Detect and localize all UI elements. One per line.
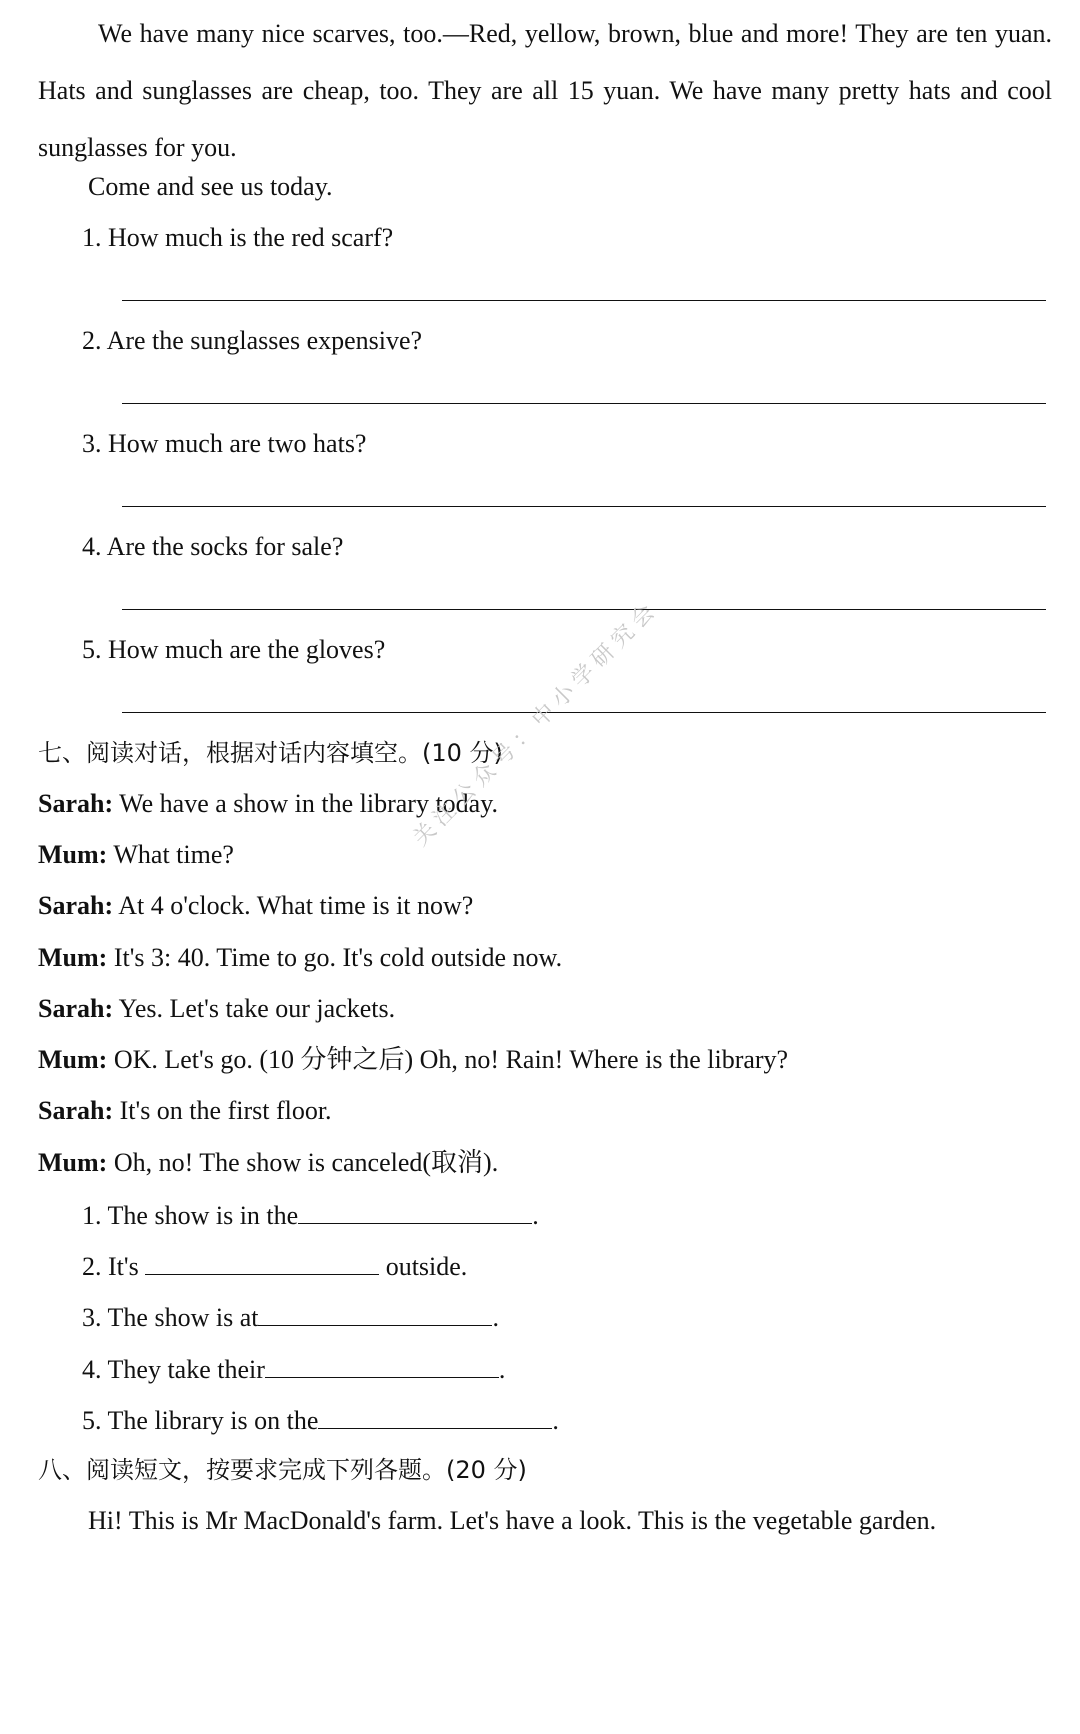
fill-blank-4[interactable] bbox=[265, 1353, 499, 1378]
utterance: OK. Let's go. (10 分钟之后) Oh, no! Rain! Where is the library? bbox=[107, 1045, 789, 1074]
dialogue-line bbox=[38, 1045, 788, 1075]
section-8-heading: 八、阅读短文，按要求完成下列各题。(20 分) bbox=[38, 1456, 527, 1484]
utterance: At 4 o'clock. What time is it now? bbox=[113, 891, 474, 920]
utterance: Oh, no! The show is canceled(取消). bbox=[107, 1148, 499, 1177]
speaker: Sarah: bbox=[38, 994, 114, 1023]
fill-item-3 bbox=[82, 1301, 499, 1333]
utterance: It's 3: 40. Time to go. It's cold outside now. bbox=[107, 943, 563, 972]
fill-item-5 bbox=[82, 1404, 559, 1436]
fill-suffix: . bbox=[492, 1303, 499, 1332]
fill-suffix: . bbox=[498, 1355, 506, 1384]
speaker: Mum: bbox=[38, 1148, 108, 1177]
dialogue-line bbox=[38, 891, 473, 921]
fill-item-4 bbox=[82, 1353, 505, 1385]
utterance: Yes. Let's take our jackets. bbox=[113, 994, 396, 1023]
fill-item-2 bbox=[82, 1250, 467, 1282]
fill-suffix: outside. bbox=[379, 1252, 468, 1281]
fill-prompt: 5. The library is on the bbox=[82, 1406, 319, 1435]
fill-blank-2[interactable] bbox=[145, 1250, 379, 1275]
utterance: What time? bbox=[107, 840, 234, 869]
speaker: Sarah: bbox=[38, 1096, 114, 1125]
section-8-first-line: Hi! This is Mr MacDonald's farm. Let's have a look. This is the vegetable garden. bbox=[88, 1506, 937, 1535]
speaker: Sarah: bbox=[38, 891, 114, 920]
passage-paragraph: We have many nice scarves, too.—Red, yellow, brown, blue and more! They are ten yuan. Hats and sunglasses are cheap, too. They are all 15 yuan. We have many pretty hats and cool sunglasses for you. bbox=[38, 19, 1052, 162]
answer-line-1[interactable] bbox=[122, 300, 1046, 301]
fill-prompt: 2. It's bbox=[82, 1252, 146, 1281]
dialogue-line bbox=[38, 943, 562, 973]
passage-closing: Come and see us today. bbox=[88, 172, 333, 201]
fill-blank-1[interactable] bbox=[298, 1199, 532, 1224]
section-7-heading: 七、阅读对话，根据对话内容填空。(10 分) bbox=[38, 739, 503, 767]
question-3: 3. How much are two hats? bbox=[82, 429, 367, 458]
fill-prompt: 1. The show is in the bbox=[82, 1201, 299, 1230]
answer-line-5[interactable] bbox=[122, 712, 1046, 713]
dialogue-line bbox=[38, 840, 234, 870]
dialogue-line bbox=[38, 994, 395, 1024]
speaker: Sarah: bbox=[38, 789, 114, 818]
speaker: Mum: bbox=[38, 943, 108, 972]
answer-line-2[interactable] bbox=[122, 403, 1046, 404]
speaker: Mum: bbox=[38, 840, 108, 869]
fill-blank-5[interactable] bbox=[318, 1404, 552, 1429]
question-5: 5. How much are the gloves? bbox=[82, 635, 386, 664]
dialogue-line bbox=[38, 1096, 332, 1126]
question-4: 4. Are the socks for sale? bbox=[82, 532, 344, 561]
speaker: Mum: bbox=[38, 1045, 108, 1074]
fill-prompt: 3. The show is at bbox=[82, 1303, 259, 1332]
fill-suffix: . bbox=[532, 1201, 539, 1230]
fill-blank-3[interactable] bbox=[258, 1301, 492, 1326]
question-1: 1. How much is the red scarf? bbox=[82, 223, 394, 252]
fill-suffix: . bbox=[552, 1406, 559, 1435]
answer-line-4[interactable] bbox=[122, 609, 1046, 610]
utterance: We have a show in the library today. bbox=[113, 789, 499, 818]
watermark: 关注公众号：中小学研究会 bbox=[408, 595, 664, 852]
utterance: It's on the first floor. bbox=[113, 1096, 332, 1125]
answer-line-3[interactable] bbox=[122, 506, 1046, 507]
fill-prompt: 4. They take their bbox=[82, 1355, 265, 1384]
fill-item-1 bbox=[82, 1199, 539, 1231]
question-2: 2. Are the sunglasses expensive? bbox=[82, 326, 423, 355]
dialogue-line bbox=[38, 1148, 498, 1178]
